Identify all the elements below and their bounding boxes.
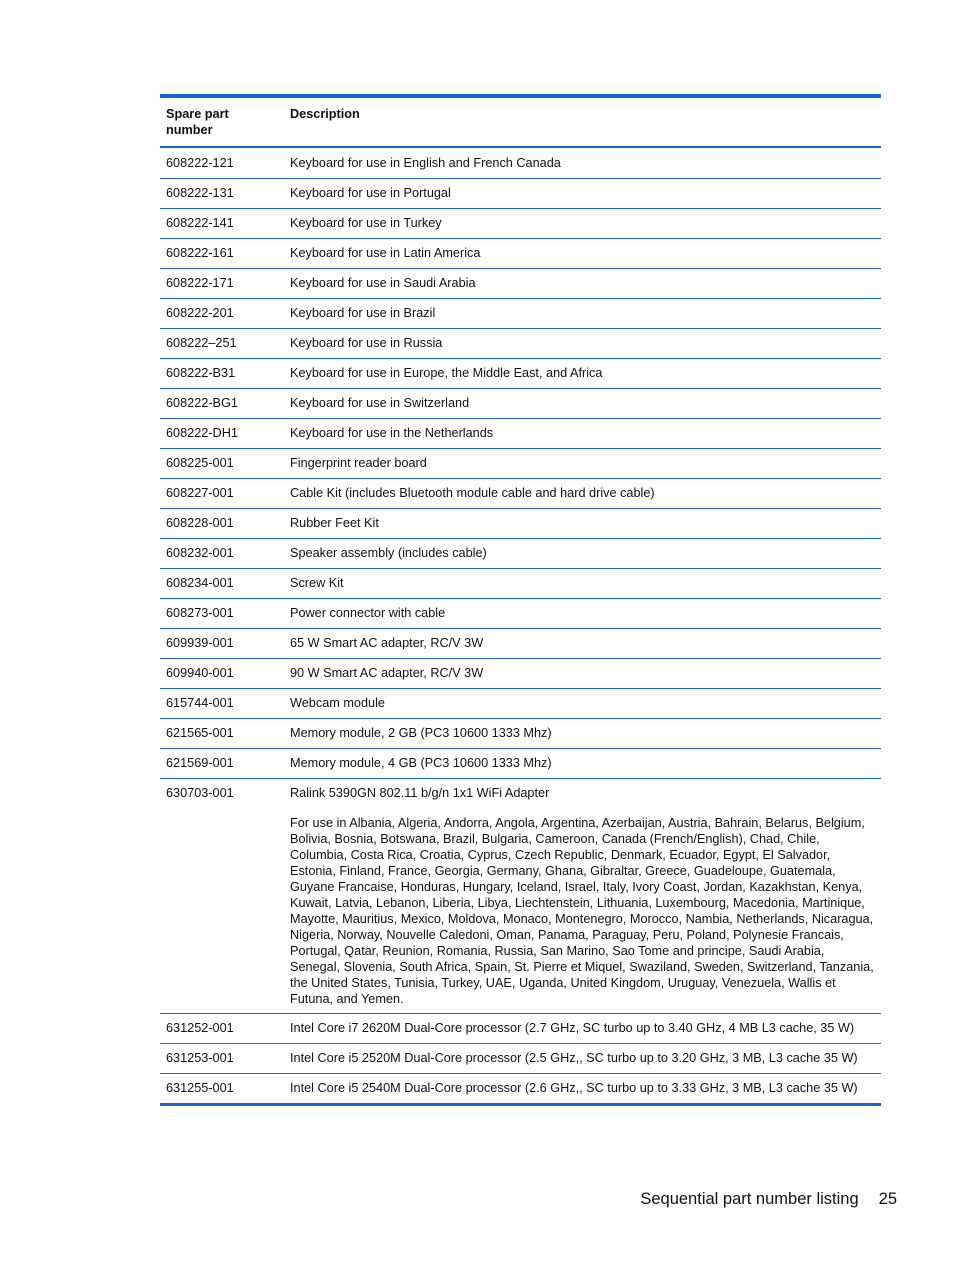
table-header-row [160, 96, 881, 147]
description-cell [284, 209, 881, 239]
description-text: Cable Kit (includes Bluetooth module cable and hard drive cable) [290, 486, 655, 500]
description-cell [284, 479, 881, 509]
table-row [160, 749, 881, 779]
description-cell [284, 749, 881, 779]
description-text: Power connector with cable [290, 606, 446, 620]
part-number-cell: 621569-001 [160, 749, 284, 779]
part-number-cell: 608228-001 [160, 509, 284, 539]
table-row [160, 389, 881, 419]
part-number-cell: 608222-171 [160, 269, 284, 299]
description-cell [284, 569, 881, 599]
description-text: Ralink 5390GN 802.11 b/g/n 1x1 WiFi Adapter [290, 786, 550, 800]
part-number-cell: 631252-001 [160, 1014, 284, 1044]
table-row [160, 479, 881, 509]
page-number: 25 [878, 1190, 897, 1208]
description-cell [284, 509, 881, 539]
table-row [160, 147, 881, 179]
part-number-cell: 608222-121 [166, 156, 234, 170]
part-number-cell: 621565-001 [160, 719, 284, 749]
table-row [160, 539, 881, 569]
description-cell [284, 269, 881, 299]
description-cell [284, 719, 881, 749]
part-number-cell: 608227-001 [160, 479, 284, 509]
description-cell [284, 539, 881, 569]
table-row [160, 659, 881, 689]
description-cell [284, 629, 881, 659]
description-note: For use in Albania, Algeria, Andorra, Angola, Argentina, Azerbaijan, Austria, Bahrain, Belarus, Belgium, Bolivia, Bosnia, Botswana, Brazil, Bulgaria, Cameroon, Canada (French/English), Chad, Chile, Columbia, Costa Rica, Croatia, Cyprus, Czech Republic, Denmark, Ecuador, Egypt, El Salvador, Estonia, Finland, France, Georgia, Germany, Ghana, Gibraltar, Greece, Guadeloupe, Guatemala, Guyane Francaise, Honduras, Hungary, Iceland, Israel, Italy, Ivory Coast, Jordan, Kazakhstan, Kenya, Kuwait, Latvia, Lebanon, Liberia, Libya, Liechtenstein, Lithuania, Luxembourg, Macedonia, Martinique, Mayotte, Mauritius, Mexico, Moldova, Monaco, Montenegro, Morocco, Nambia, Netherlands, Nicaragua, Nigeria, Norway, Nouvelle Caledoni, Oman, Panama, Paraguay, Peru, Poland, Polynesie Francais, Portugal, Qatar, Reunion, Romania, Russia, San Marino, Sao Tome and principe, Saudi Arabia, Senegal, Slovenia, South Africa, Spain, St. Pierre et Miquel, Swaziland, Sweden, Switzerland, Tanzania, the United States, Tunisia, Turkey, UAE, Uganda, United Kingdom, Uruguay, Venezuela, Wallis et Futuna, and Yemen. [290, 816, 874, 1006]
description-cell [284, 1044, 881, 1074]
description-cell [284, 179, 881, 209]
table-row [160, 1014, 881, 1044]
description-cell [284, 299, 881, 329]
table-row [160, 779, 881, 1014]
description-text: 65 W Smart AC adapter, RC/V 3W [290, 636, 484, 650]
table-row [160, 719, 881, 749]
description-text: Memory module, 2 GB (PC3 10600 1333 Mhz) [290, 726, 552, 740]
description-text: Memory module, 4 GB (PC3 10600 1333 Mhz) [290, 756, 552, 770]
part-number-cell: 608222-201 [160, 299, 284, 329]
header-description: Description [284, 96, 881, 147]
table-row [160, 329, 881, 359]
description-cell [284, 689, 881, 719]
page-footer [560, 1190, 897, 1209]
description-text: Keyboard for use in Turkey [290, 216, 442, 230]
table-row [160, 509, 881, 539]
part-number-cell: 608225-001 [160, 449, 284, 479]
part-number-cell: 615744-001 [160, 689, 284, 719]
description-text: Intel Core i7 2620M Dual-Core processor (2.7 GHz, SC turbo up to 3.40 GHz, 4 MB L3 cache, 35 W) [290, 1021, 855, 1035]
description-text: Keyboard for use in Europe, the Middle East, and Africa [290, 366, 603, 380]
table-row [160, 599, 881, 629]
part-number-cell: 631255-001 [160, 1074, 284, 1105]
description-text: Keyboard for use in Saudi Arabia [290, 276, 476, 290]
footer-section-title: Sequential part number listing [640, 1190, 859, 1208]
description-cell [284, 147, 881, 179]
description-cell [284, 659, 881, 689]
description-cell [284, 329, 881, 359]
description-cell [284, 389, 881, 419]
table-row [160, 629, 881, 659]
description-text: Keyboard for use in Russia [290, 336, 443, 350]
part-number-cell: 609939-001 [160, 629, 284, 659]
table-row [160, 299, 881, 329]
description-text: Screw Kit [290, 576, 344, 590]
description-text: Speaker assembly (includes cable) [290, 546, 487, 560]
part-number-cell: 608222-161 [160, 239, 284, 269]
part-number-cell: 631253-001 [160, 1044, 284, 1074]
description-text: Webcam module [290, 696, 385, 710]
part-number-cell: 608273-001 [160, 599, 284, 629]
description-cell [284, 449, 881, 479]
description-cell [284, 1014, 881, 1044]
description-cell [284, 1074, 881, 1105]
description-cell [284, 419, 881, 449]
description-cell [284, 359, 881, 389]
description-cell [284, 779, 881, 1014]
table-row [160, 1044, 881, 1074]
table-row [160, 359, 881, 389]
part-number-cell: 608222-B31 [160, 359, 284, 389]
table-row [160, 689, 881, 719]
description-text: Keyboard for use in Latin America [290, 246, 481, 260]
description-cell [284, 599, 881, 629]
header-spare-part-number: Spare part number [160, 96, 284, 147]
table-row [160, 269, 881, 299]
part-number-cell: 608222-131 [160, 179, 284, 209]
description-text: Keyboard for use in Portugal [290, 186, 451, 200]
description-text: Keyboard for use in the Netherlands [290, 426, 494, 440]
part-number-cell: 630703-001 [160, 779, 284, 1014]
part-number-cell: 608234-001 [160, 569, 284, 599]
table-row [160, 449, 881, 479]
description-text: Intel Core i5 2520M Dual-Core processor (2.5 GHz,, SC turbo up to 3.20 GHz, 3 MB, L3 cache 35 W) [290, 1051, 858, 1065]
table-row [160, 569, 881, 599]
description-text: Rubber Feet Kit [290, 516, 379, 530]
description-cell [284, 239, 881, 269]
part-number-cell: 608222–251 [160, 329, 284, 359]
description-text: Keyboard for use in Switzerland [290, 396, 470, 410]
description-text: Intel Core i5 2540M Dual-Core processor (2.6 GHz,, SC turbo up to 3.33 GHz, 3 MB, L3 cache 35 W) [290, 1081, 858, 1095]
part-number-cell: 608222-141 [160, 209, 284, 239]
table-row [160, 1074, 881, 1105]
table-row [160, 209, 881, 239]
description-text: 90 W Smart AC adapter, RC/V 3W [290, 666, 484, 680]
part-number-cell: 608222-BG1 [160, 389, 284, 419]
description-text: Keyboard for use in Brazil [290, 306, 436, 320]
part-number-cell: 609940-001 [160, 659, 284, 689]
table-row [160, 419, 881, 449]
part-number-cell: 608222-DH1 [160, 419, 284, 449]
table-row [160, 179, 881, 209]
spare-parts-table [160, 94, 881, 1106]
description-text: Fingerprint reader board [290, 456, 427, 470]
table-row [160, 239, 881, 269]
description-text: Keyboard for use in English and French Canada [290, 156, 561, 170]
part-number-cell: 608232-001 [160, 539, 284, 569]
table-body [160, 147, 881, 1105]
